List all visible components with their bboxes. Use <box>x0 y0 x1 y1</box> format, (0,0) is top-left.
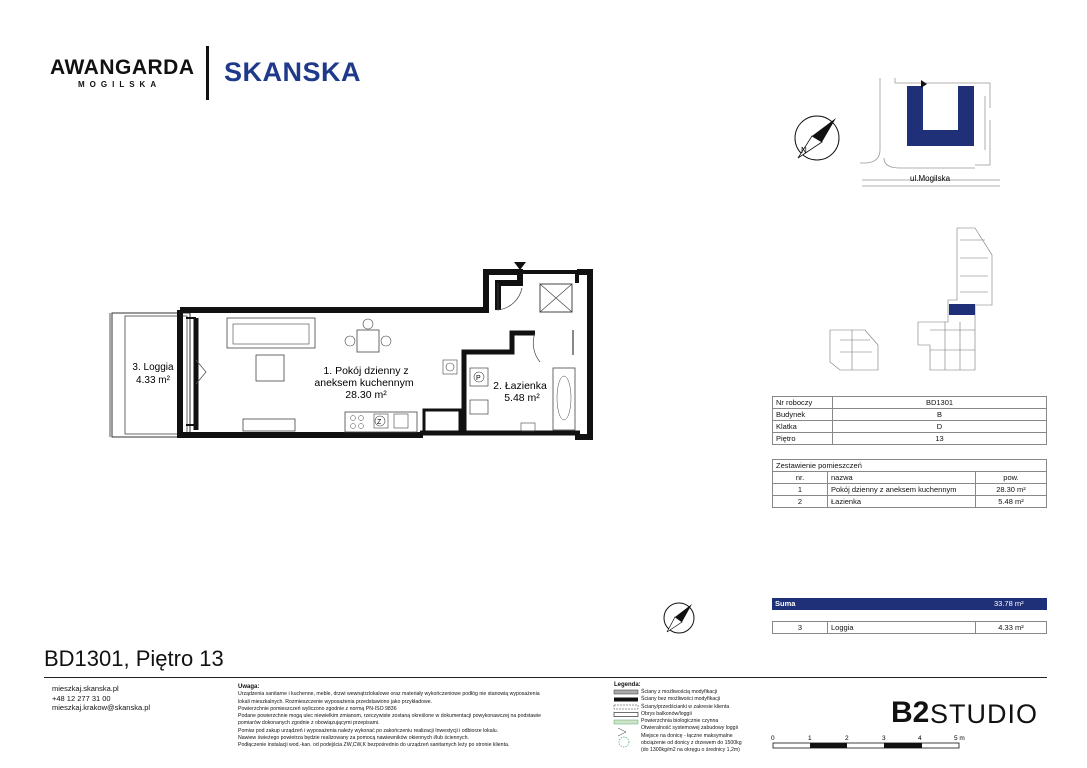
living-name-line1: 1. Pokój dzienny z <box>323 365 409 377</box>
notes-line: Podane powierzchnie mogą ulec niewielkim zmianom, rzeczywiste zostaną określone w dokumentacji powykonawczej na podstawie <box>238 713 542 720</box>
scale-label-1: 1 <box>808 735 812 742</box>
row-name: Pokój dzienny z aneksem kuchennym <box>828 484 976 496</box>
legend-item: obciążenie od donicy z drzewem do 1500kg <box>641 740 742 747</box>
scale-label-5: 5 m <box>954 735 965 742</box>
table-row <box>773 622 1047 634</box>
row-nr: 3 <box>773 622 828 634</box>
mogilska-logo-sub: MOGILSKA <box>78 80 162 89</box>
notes-line: Nawiew świeżego powietrza będzie realizowany za pomocą nawiewników okiennych i/lub ściennych. <box>238 735 469 742</box>
legend-title: Legenda: <box>614 682 641 688</box>
street-label: ul.Mogilska <box>910 174 951 183</box>
legend-item: Powierzchnia biologicznie czynna <box>641 718 719 725</box>
legend-item: Ściany bez możliwości modyfikacji <box>641 696 720 703</box>
notes-line: Pomiar pod zakup urządzeń i wyposażenia należy wykonać po zakończeniu realizacji Inwestycji i odbiorze lokalu. <box>238 727 499 734</box>
notes-line: Podłączenie instalacji wod.-kan. od podejścia ZW,CW,K bezpośrednio do urządzeń sanitarnych leży po stronie klienta. <box>238 742 510 749</box>
awangarda-logo: AWANGARDA <box>50 56 195 79</box>
compass-letter: N <box>801 146 807 155</box>
info-label: Nr roboczy <box>773 397 833 409</box>
bath-name: 2. Łazienka <box>493 380 547 392</box>
legend-swatches <box>614 690 638 747</box>
notes-line: Powierzchnie pomieszczeń wyliczono zgodnie z normą PN-ISO 9836 <box>238 705 397 712</box>
info-label: Klatka <box>773 421 833 433</box>
scale-label-3: 3 <box>882 735 886 742</box>
info-value: B <box>833 409 1047 421</box>
compass-icon <box>795 116 839 160</box>
key-plan <box>830 228 992 370</box>
fridge-symbol: Z <box>377 419 382 426</box>
entry-marker-icon <box>921 80 927 88</box>
notes-block <box>238 684 583 750</box>
scale-label-0: 0 <box>771 735 775 742</box>
scale-label-2: 2 <box>845 735 849 742</box>
info-table <box>772 396 1047 445</box>
table-row <box>773 484 1047 496</box>
row-area: 5.48 m² <box>976 496 1047 508</box>
row-name: Łazienka <box>828 496 976 508</box>
living-name-line2: aneksem kuchennym <box>314 377 414 389</box>
table-row <box>773 397 1047 409</box>
sum-label: Suma <box>775 599 796 608</box>
apartment-plan <box>110 262 590 437</box>
table-row <box>773 421 1047 433</box>
notes-line: Urządzenia sanitarne i kuchenne, meble, drzwi wewnątrzlokalowe oraz materiały wykończeniowe podłóg nie stanowią wyposażenia <box>238 691 540 698</box>
notes-line: pomiarów dokonanych zgodnie z obowiązującymi przepisami. <box>238 720 380 727</box>
footer-divider <box>44 677 1047 678</box>
compass-icon-small <box>664 603 694 633</box>
legend-item: (do 1300kg/m2 na okręgu o średnicy 1,2m) <box>641 747 740 754</box>
notes-line: lokali mieszkalnych. Rozmieszczenie wyposażenia przedstawiono jako przykładowe. <box>238 698 433 705</box>
legend-item: Obrys balkonów/loggii <box>641 710 692 717</box>
loggia-table <box>772 621 1047 634</box>
scale-label-4: 4 <box>918 735 922 742</box>
b2-logo-light: STUDIO <box>930 699 1039 729</box>
table-header-row <box>773 472 1047 484</box>
loggia-name: 3. Loggia <box>132 362 174 373</box>
table-title-row <box>773 460 1047 472</box>
scale-bar <box>773 743 959 748</box>
table-row <box>773 496 1047 508</box>
notes-title: Uwaga: <box>238 684 260 690</box>
info-label: Piętro <box>773 433 833 445</box>
header-area: pow. <box>976 472 1047 484</box>
row-nr: 2 <box>773 496 828 508</box>
contact-block <box>52 684 150 713</box>
bath-area: 5.48 m² <box>504 392 540 404</box>
rooms-table <box>772 459 1047 508</box>
loggia-area: 4.33 m² <box>136 375 170 386</box>
legend-item: Miejsce na donicę - łączne maksymalne <box>641 732 733 739</box>
b2-logo-bold: B2 <box>891 696 930 729</box>
sum-row <box>772 598 1047 610</box>
row-name: Loggia <box>828 622 976 634</box>
entrance-arrow-icon <box>514 262 526 270</box>
table-row <box>773 433 1047 445</box>
row-area: 4.33 m² <box>976 622 1047 634</box>
legend-block <box>641 689 781 755</box>
info-value: D <box>833 421 1047 433</box>
row-area: 28.30 m² <box>976 484 1047 496</box>
header-name: nazwa <box>828 472 976 484</box>
sum-value: 33.78 m² <box>994 599 1024 608</box>
info-value: 13 <box>833 433 1047 445</box>
washer-symbol: P <box>476 375 481 382</box>
info-label: Budynek <box>773 409 833 421</box>
header-nr: nr. <box>773 472 828 484</box>
row-nr: 1 <box>773 484 828 496</box>
legend-item: Otwieralność systemowej zabudowy loggii <box>641 725 738 732</box>
rooms-table-title: Zestawienie pomieszczeń <box>773 460 1047 472</box>
legend-item: Ściany z możliwością modyfikacji <box>641 689 718 695</box>
table-row <box>773 409 1047 421</box>
contact-email[interactable]: mieszkaj.krakow@skanska.pl <box>52 703 151 712</box>
contact-phone[interactable]: +48 12 277 31 00 <box>52 693 111 703</box>
contact-web[interactable]: mieszkaj.skanska.pl <box>52 684 119 693</box>
building-footprint <box>907 86 974 146</box>
living-area: 28.30 m² <box>345 389 387 401</box>
info-value: BD1301 <box>833 397 1047 409</box>
apartment-title: BD1301, Piętro 13 <box>44 646 224 671</box>
legend-item: Ściany/przedścianki w zakresie klienta <box>641 703 730 710</box>
skanska-logo: SKANSKA <box>224 57 362 87</box>
